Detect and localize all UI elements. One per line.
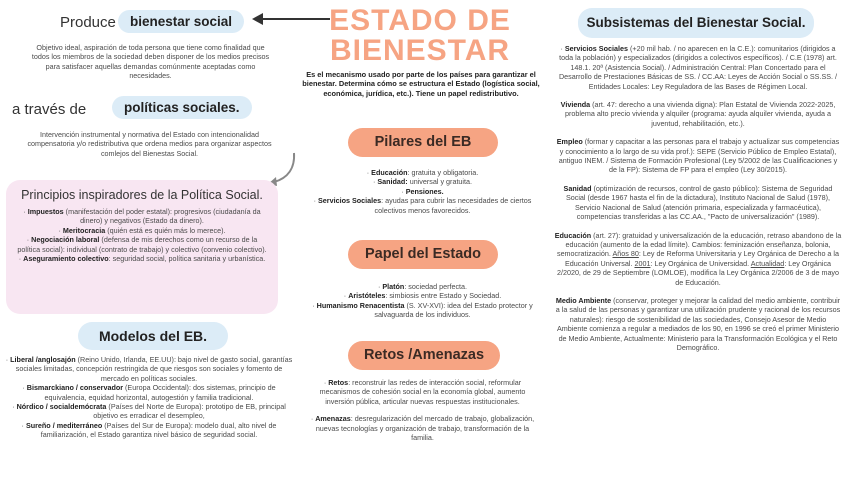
papel-item: · Platón: sociedad perfecta.: [377, 282, 468, 291]
traves-label: a través de: [12, 101, 87, 118]
subsistema-empleo: Empleo (formar y capacitar a las personas para el trabajo y actualizar sus competencias y conocimiento a lo largo de su vida prof.): SEPE (Servicio Público de Empleo Estatal), antiguo INEM. / Sistema de Formación Profesional (Ley 5/2002 de las Cualificaciones y de la FP): Sistema de FP para el empleo (Ley 30/2015).: [556, 137, 840, 175]
principios-item: · Negociación laboral (defensa de mis derechos como un recurso de la política social): individual (contrato de trabajo) y colectivo (convenio colectivo).: [17, 235, 267, 254]
modelos-item: · Nórdico / socialdemócrata (Países del Norte de Europa): prototipo de EB, principal objetivo es erradicar el desempleo,: [12, 402, 286, 421]
principios-item: · Impuestos (manifestación del poder estatal): progresivos (ciudadanía da dinero) y negativos (Estado da dinero).: [23, 207, 261, 226]
produce-pill: bienestar social: [118, 10, 244, 33]
principios-heading: Principios inspiradores de la Política Social.: [21, 188, 263, 202]
pilares-item: · Pensiones.: [401, 186, 444, 196]
subsistema-medio-ambiente: Medio Ambiente (conservar, proteger y mejorar la calidad del medio ambiente, contribuir a la salud de las personas y garantizar una utilización prudente y racional de los recursos naturales): riesgo de sostenibilidad de las sociedades, Consejo Asesor de Medio Ambiente comienza a regular a mediados de los 90, en 1996 se creó el primer Ministerio de Medio Ambiente, Actualmente: Ministerio para la Transformación Ecológica y el Reto Demográfico.: [555, 295, 841, 352]
principios-item: · Meritocracia (quién está es quién más lo merece).: [58, 225, 226, 235]
subsistema-educacion: Educación (art. 27): gratuidad y universalización de la educación, retraso abandono de la educación (aumento de la edad límite). Cambios: feminización enseñanza, bolonia, semocratización. Años 80: Ley de Reforma Universitaria y Ley Orgánica de Derecho a la Educación Universal. 2001: Ley Orgánica de Universidad. Actualidad: Ley Orgánica 2/2020, de 29 de Septiembre (LOMLOE), modifica la Ley Orgánica 2/2006 de 3 de mayo de Educación.: [554, 230, 842, 287]
main-title: [305, 6, 535, 66]
retos-item: · Retos: reconstruir las redes de interacción social, reformular mecanismos de cohesión social en la economía global, aumento inversión pública, articular nuevas respuestas institucionales.: [319, 378, 526, 406]
produce-row: [60, 10, 260, 36]
traves-row: [12, 96, 272, 122]
pilares-item: · Educación: gratuita y obligatoria.: [366, 168, 479, 177]
subsistema-vivienda: Vivienda (art. 47: derecho a una vivienda digna): Plan Estatal de Vivienda 2022-2025, problema alto precio vivienda y alquiler (programa: ayuda alquiler vivienda, ayuda a juventud, rehabilitación, etc.).: [560, 100, 836, 128]
produce-label: Produce: [60, 14, 116, 31]
subsistemas-heading: Subsistemas del Bienestar Social.: [578, 8, 814, 38]
modelos-item: · Sureño / mediterráneo (Países del Sur de Europa): modelo dual, alto nivel de familiarización, el Estado garantiza nivel básico de seguridad social.: [21, 420, 277, 440]
traves-pill: políticas sociales.: [112, 96, 252, 119]
papel-list: [305, 282, 540, 320]
intro-text: Es el mecanismo usado por parte de los países para garantizar el bienestar. Determina cómo se estructura el Estado (logística social, económica, jurídica, etc.). Tiene un papel redistributivo.: [302, 70, 540, 98]
main-title-line1: ESTADO DE: [329, 4, 511, 37]
subsistema-servicios: · Servicios Sociales (+20 mil hab. / no aparecen en la C.E.): comunitarios (dirigidos a toda la población) y especializados (dirigidos a colectivos específicos). / C.E (1978) art. 148.1. 20ª (Asistencia Social). / Administración Central: Plan Concertado para el Desarrollo de Prestaciones Básicas de SS. / CC.AA: Leyes de Acción Social o SS.SS. / Entidades Locales: Ley Reguladora de las Bases de Régimen Local.: [558, 44, 838, 91]
principios-list: [16, 207, 268, 263]
pilares-item: · Sanidad: universal y gratuita.: [372, 177, 473, 187]
pilares-item: · Servicios Sociales: ayudas para cubrir las necesidades de ciertos colectivos menos favorecidos.: [313, 196, 532, 215]
subsistemas-list: [554, 44, 842, 352]
papel-item: · Aristóteles: simbiosis entre Estado y Sociedad.: [343, 291, 502, 301]
subsistema-sanidad: Sanidad (optimización de recursos, control de gasto público): Sistema de Seguridad Social (desde 1967 hasta el fin de la dictadura), Instituto Nacional de Salud (1978), Servicio Nacional de Salud (atención primaria, especializada y farmacéutica), competencias transferidas a las CC.AA., "Pacto de universalización" (1989).: [563, 183, 833, 222]
retos-list: [305, 378, 540, 442]
retos-heading: Retos /Amenazas: [348, 341, 500, 370]
retos-item: · Amenazas: desregularización del mercado de trabajo, globalización, nuevas tecnologías y organización de trabajo, transformación de la familia.: [310, 414, 535, 443]
papel-heading: Papel del Estado: [348, 240, 498, 269]
modelos-heading: Modelos del EB.: [78, 322, 228, 350]
modelos-item: · Bismarckiano / conservador (Europa Occidental): dos sistemas, principio de equivalencia, equidad horizontal, autogestión y familia tradicional.: [22, 383, 276, 402]
pilares-list: [305, 168, 540, 215]
principios-box: [6, 180, 278, 314]
traves-text: Intervención instrumental y normativa del Estado con intencionalidad compensatoria y/o redistributiva que ordena medios para organizar aspectos comlejos del Bienestas Social.: [27, 130, 272, 158]
pilares-heading: Pilares del EB: [348, 128, 498, 157]
papel-item: · Humanismo Renacentista (S. XV-XVI): idea del Estado protector y salvaguarda de los individuos.: [312, 300, 533, 320]
modelos-list: [4, 355, 294, 440]
main-title-line2: BIENESTAR: [329, 34, 511, 67]
produce-text: Objetivo ideal, aspiración de toda persona que tiene como finalidad que todos los miembros de la sociedad deben disponer de los medios precisos para satisfacer aquellas demandas comúnmente aceptadas como necesidades.: [31, 43, 270, 81]
modelos-item: · Liberal /anglosajón (Reino Unido, Irlanda, EE.UU): bajo nivel de gasto social, garantías sociales limitadas, concepción restringida de que riesgos son sociales y fomento de mercado en políticas sociales.: [5, 355, 293, 383]
principios-item: · Aseguramiento colectivo: seguridad social, política sanitaria y urbanística.: [18, 254, 266, 264]
